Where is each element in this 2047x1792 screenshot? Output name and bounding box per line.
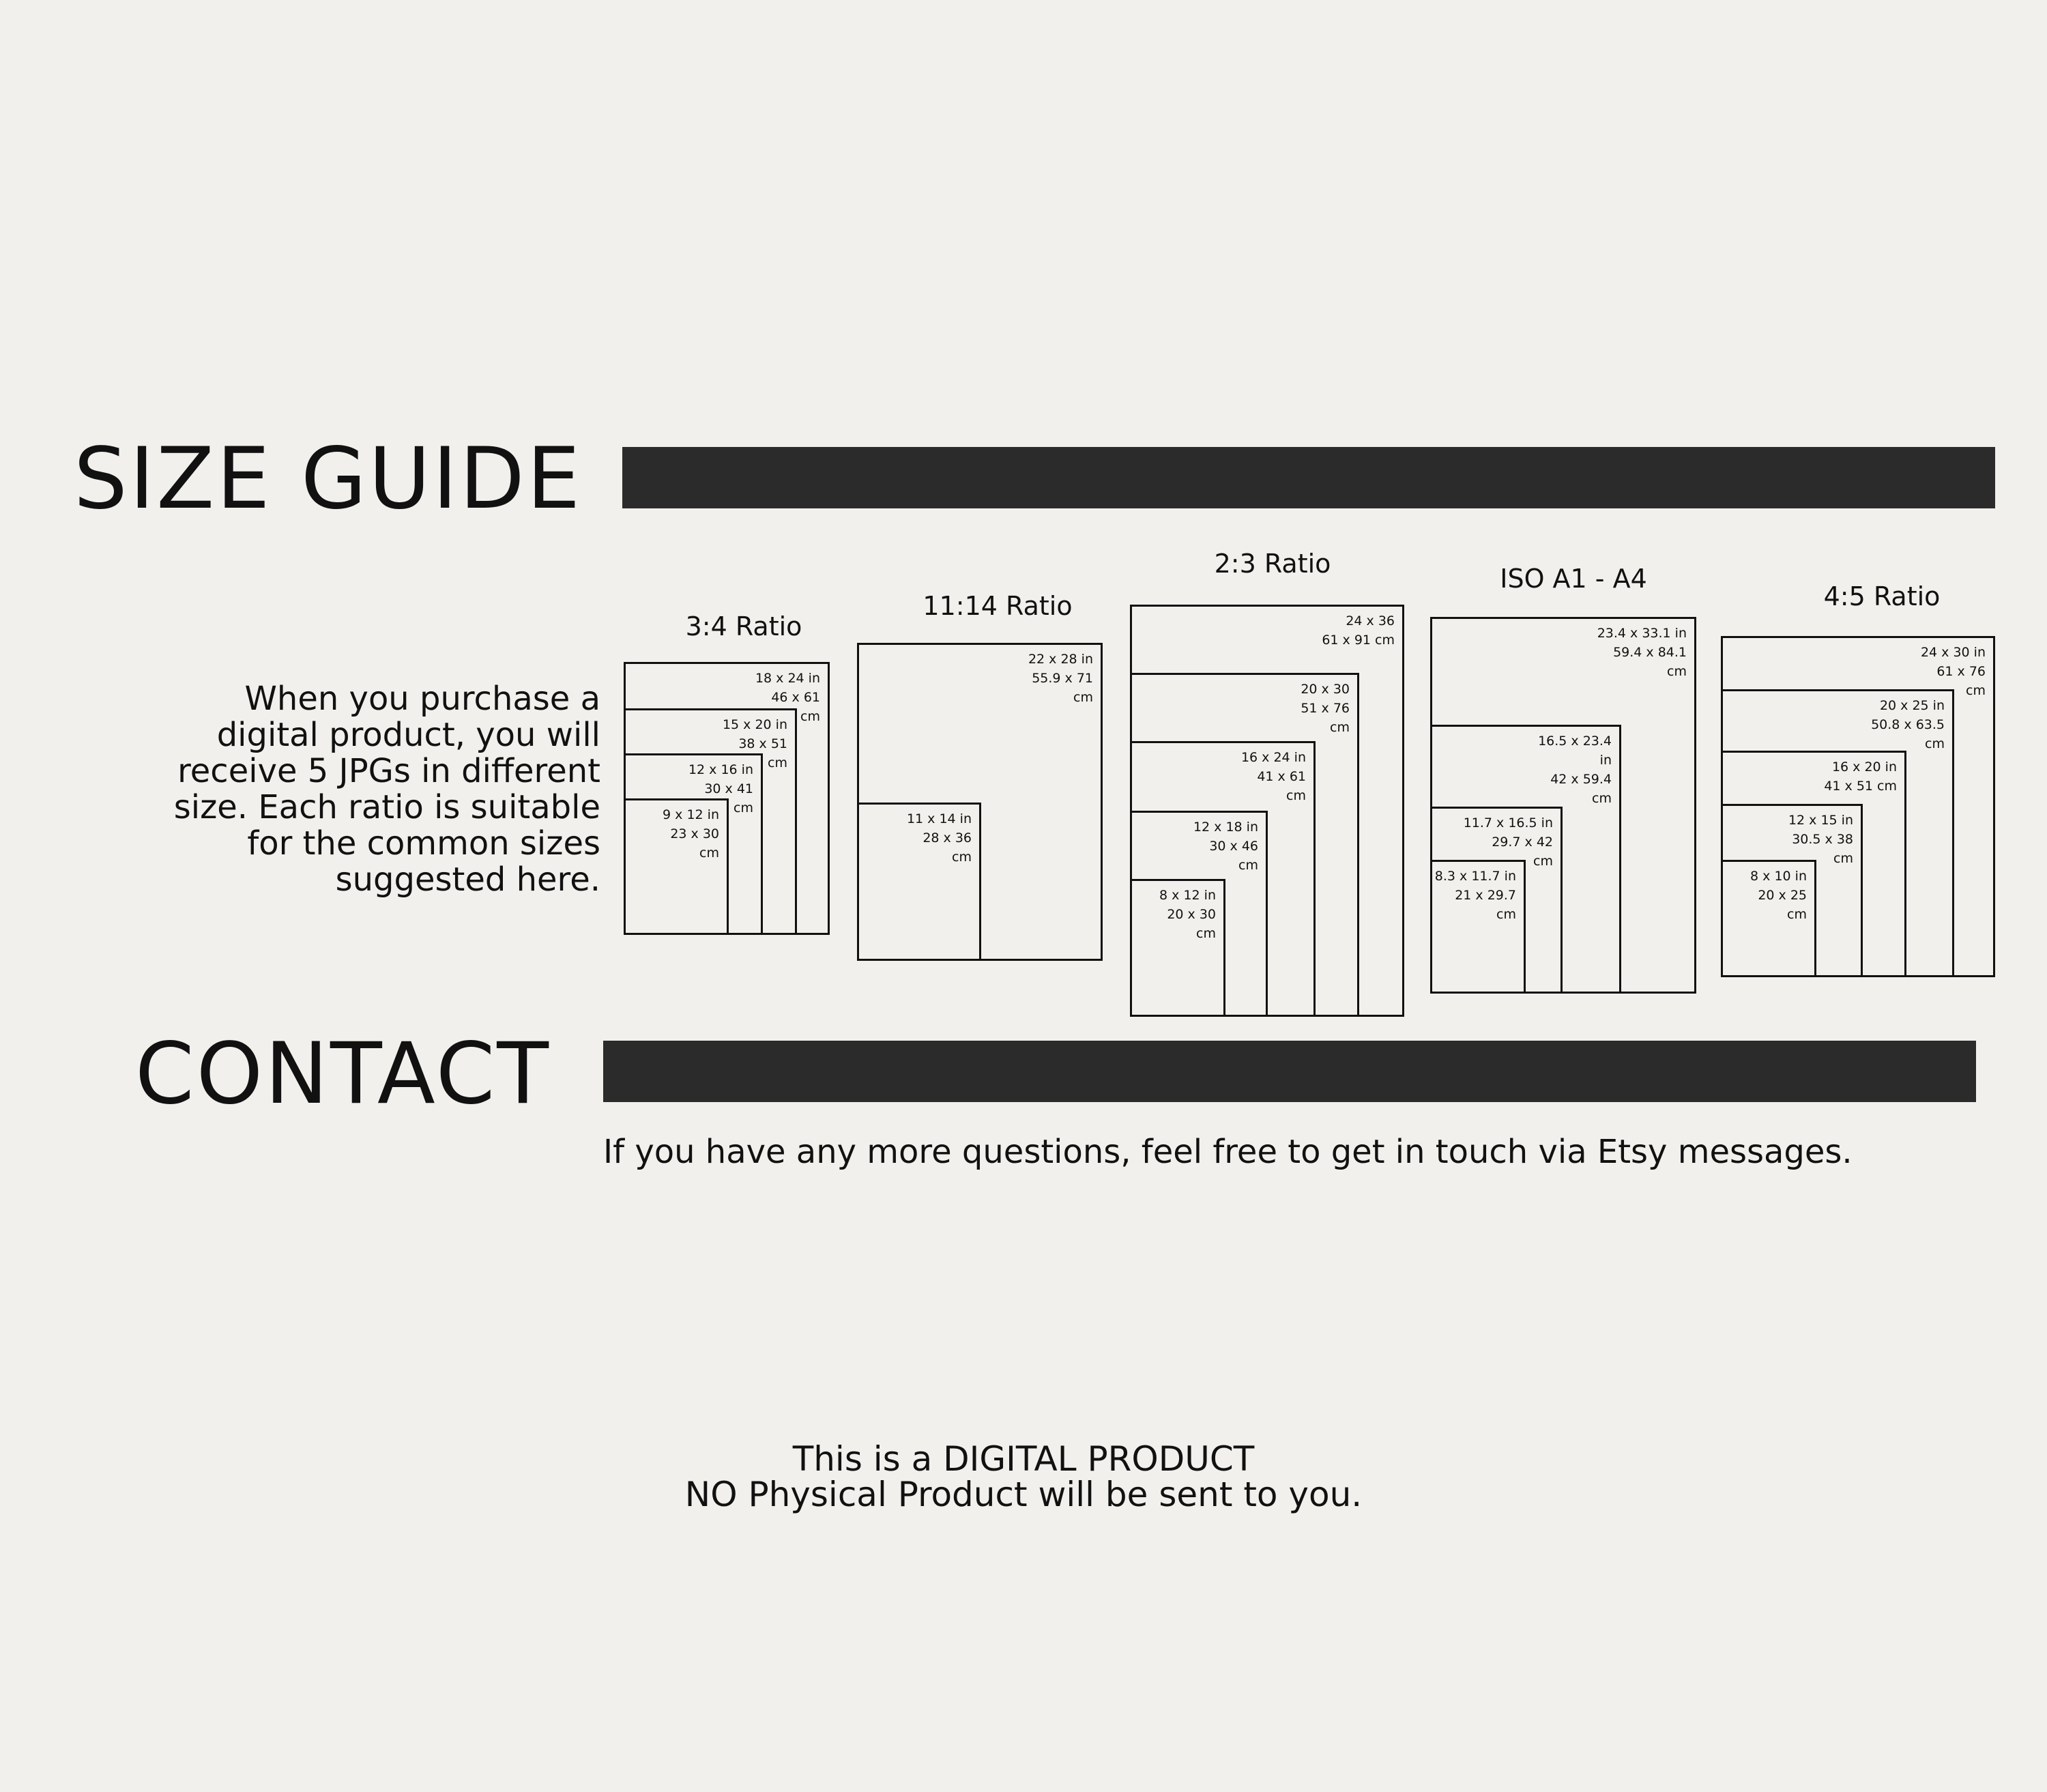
size-label-line: 24 x 30 in xyxy=(1920,645,1986,660)
ratio-title: 4:5 Ratio xyxy=(1823,581,1941,611)
size-label-line: 23 x 30 xyxy=(670,826,719,841)
notice-line: This is a DIGITAL PRODUCT xyxy=(792,1439,1255,1479)
size-label-line: 20 x 25 in xyxy=(1879,698,1945,713)
size-label-line: 8.3 x 11.7 in xyxy=(1434,869,1516,884)
size-label-line: cm xyxy=(952,850,972,865)
size-label xyxy=(1435,867,1516,924)
size-label-line: cm xyxy=(1496,907,1516,922)
ratio-title: 3:4 Ratio xyxy=(685,611,802,641)
size-label-line: 51 x 76 xyxy=(1301,701,1350,716)
size-label-line: 30 x 46 xyxy=(1209,839,1258,854)
contact-heading: CONTACT xyxy=(135,1025,551,1123)
intro-line: size. Each ratio is suitable xyxy=(173,788,600,826)
size-label-line: 16 x 24 in xyxy=(1240,750,1306,765)
notice-line: NO Physical Product will be sent to you. xyxy=(684,1475,1363,1514)
size-label-line: cm xyxy=(1286,788,1306,803)
size-label-line: 16.5 x 23.4 xyxy=(1538,734,1612,749)
contact-text: If you have any more questions, feel free to get in touch via Etsy messages. xyxy=(603,1133,1853,1171)
size-label xyxy=(1824,757,1897,796)
size-label-line: 8 x 12 in xyxy=(1159,888,1216,903)
intro-line: When you purchase a xyxy=(244,680,600,718)
size-label xyxy=(663,805,719,863)
size-label-line: cm xyxy=(800,709,820,724)
size-label-line: 23.4 x 33.1 in xyxy=(1597,626,1687,641)
size-label-line: 30 x 41 xyxy=(704,781,753,796)
size-label-line: 11 x 14 in xyxy=(906,811,972,826)
size-label-line: 15 x 20 in xyxy=(722,717,787,732)
size-label-line: 9 x 12 in xyxy=(663,807,719,822)
contact-bar xyxy=(603,1041,1976,1102)
size-label-line: 61 x 76 xyxy=(1936,664,1986,679)
size-label-line: cm xyxy=(1330,720,1350,735)
size-label-line: 21 x 29.7 xyxy=(1455,888,1516,903)
size-label xyxy=(1871,696,1945,753)
size-guide-bar xyxy=(622,447,1995,508)
size-label-line: cm xyxy=(1533,854,1553,869)
size-label-line: 38 x 51 xyxy=(738,736,787,751)
size-label-line: 22 x 28 in xyxy=(1028,652,1093,667)
size-label-line: 20 x 30 xyxy=(1167,907,1216,922)
size-label-line: 11.7 x 16.5 in xyxy=(1463,815,1553,830)
size-label-line: 41 x 51 cm xyxy=(1824,779,1897,794)
size-label-line: cm xyxy=(1667,664,1687,679)
ratio-title: 2:3 Ratio xyxy=(1214,549,1331,579)
size-label xyxy=(907,809,972,867)
ratio-title: ISO A1 - A4 xyxy=(1500,564,1647,594)
size-label-line: cm xyxy=(1833,851,1853,866)
ratio-title: 11:14 Ratio xyxy=(923,591,1073,621)
size-label-line: cm xyxy=(768,755,787,770)
digital-product-notice xyxy=(478,1441,1569,1512)
size-label-line: 16 x 20 in xyxy=(1831,760,1897,775)
size-label-line: 18 x 24 in xyxy=(755,671,820,686)
size-label-line: cm xyxy=(1238,858,1258,873)
size-label-line: cm xyxy=(1196,926,1216,941)
size-label-line: in xyxy=(1599,753,1612,768)
size-label-line: 50.8 x 63.5 xyxy=(1871,717,1945,732)
size-label xyxy=(1028,650,1093,707)
intro-line: receive 5 JPGs in different xyxy=(177,752,600,790)
size-label-line: 55.9 x 71 xyxy=(1032,671,1093,686)
size-label-line: 42 x 59.4 xyxy=(1550,772,1612,787)
size-guide-heading: SIZE GUIDE xyxy=(74,430,583,528)
size-label-line: cm xyxy=(1073,690,1093,705)
size-label-line: cm xyxy=(1966,683,1986,698)
size-label xyxy=(1241,748,1306,805)
size-label-line: cm xyxy=(1592,791,1612,806)
size-label-line: cm xyxy=(699,846,719,861)
size-label-line: cm xyxy=(1925,736,1945,751)
size-label-line: 20 x 30 xyxy=(1301,682,1350,697)
size-label xyxy=(1322,611,1395,650)
size-label-line: cm xyxy=(734,800,753,815)
size-label-line: 59.4 x 84.1 xyxy=(1613,645,1687,660)
size-label xyxy=(1597,624,1687,681)
size-label-line: 24 x 36 xyxy=(1346,613,1395,628)
size-label-line: 61 x 91 cm xyxy=(1322,633,1395,648)
size-label-line: 20 x 25 xyxy=(1758,888,1807,903)
size-label-line: cm xyxy=(1787,907,1807,922)
size-label xyxy=(1193,818,1258,875)
size-label-line: 41 x 61 xyxy=(1257,769,1306,784)
intro-line: suggested here. xyxy=(335,861,600,899)
size-label-line: 28 x 36 xyxy=(923,830,972,846)
size-guide-intro xyxy=(109,681,600,898)
size-label-line: 12 x 16 in xyxy=(688,762,753,777)
size-label xyxy=(1301,680,1350,737)
size-label-line: 46 x 61 xyxy=(771,690,820,705)
size-label xyxy=(1538,732,1612,808)
size-label-line: 29.7 x 42 xyxy=(1492,835,1553,850)
size-label xyxy=(1750,867,1807,924)
intro-line: for the common sizes xyxy=(247,824,600,863)
intro-line: digital product, you will xyxy=(216,716,600,754)
size-label-line: 8 x 10 in xyxy=(1750,869,1807,884)
size-label-line: 12 x 15 in xyxy=(1788,813,1853,828)
size-label-line: 30.5 x 38 xyxy=(1792,832,1853,847)
size-label-line: 12 x 18 in xyxy=(1193,820,1258,835)
size-label xyxy=(1159,886,1216,943)
